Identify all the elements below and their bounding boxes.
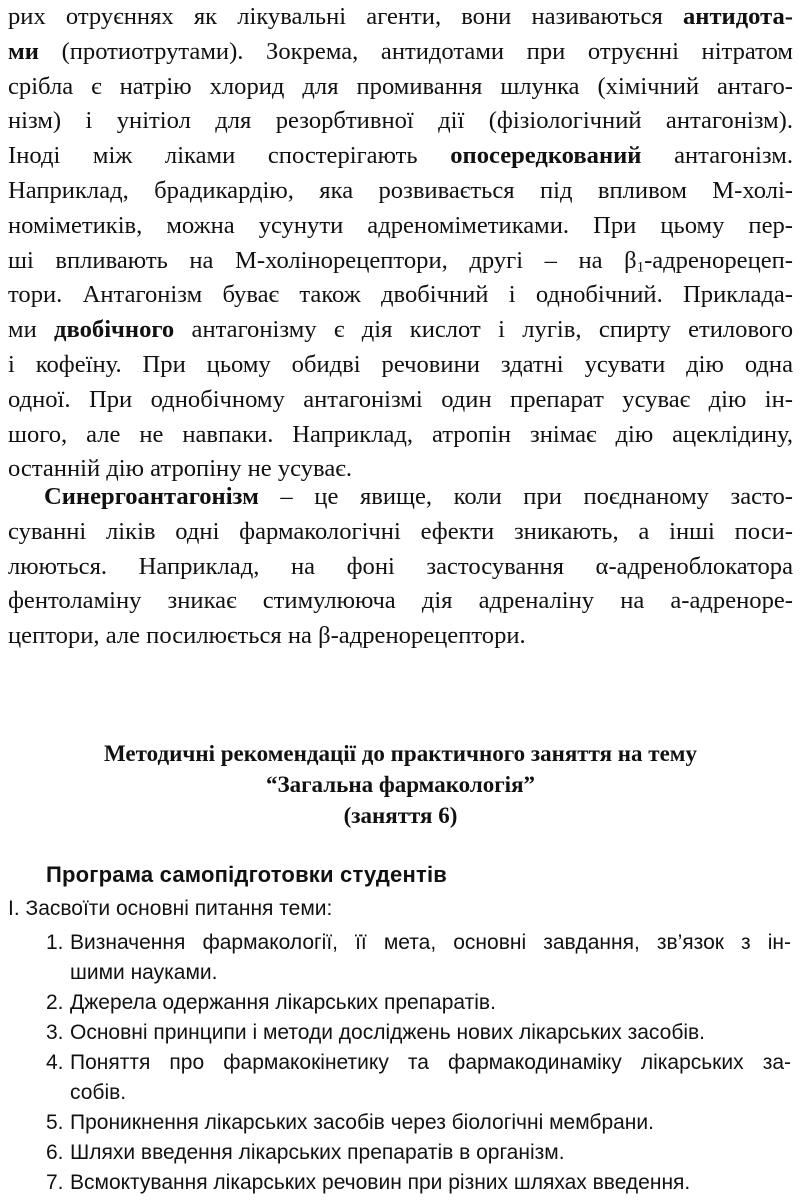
text-line: ми (протиотрутами). Зокрема, антидотами при отруєнні нітратом <box>8 37 793 65</box>
text-line: фентоламіну зникає стимулююча дія адреналіну на а-адреноре- <box>8 587 793 615</box>
text-line: рих отруєннях як лікувальні агенти, вони називаються антидота- <box>8 3 793 30</box>
text-line: цептори, але посилюється на β-адренорецептори. <box>8 622 526 650</box>
list-item <box>46 1048 791 1108</box>
paragraph-antagonism <box>8 0 793 487</box>
list-item-text: Основні принципи і методи досліджень нових лікарських засобів. <box>70 1021 706 1044</box>
text-line: одної. При однобічному антагонізмі один препарат усуває дію ін- <box>8 385 793 413</box>
text-line: люються. Наприклад, на фоні застосування α-адреноблокатора <box>8 552 793 580</box>
list-number: 7. <box>46 1171 64 1194</box>
list-number: 5. <box>46 1111 64 1134</box>
list-item-text: Всмоктування лікарських речовин при різних шляхах введення. <box>70 1171 691 1194</box>
list-number: 6. <box>46 1141 64 1164</box>
list-item <box>46 1168 791 1198</box>
list-item-continuation: собів. <box>70 1081 127 1104</box>
text-line: Наприклад, брадикардію, яка розвивається під впливом М-холі- <box>8 176 793 204</box>
text-line: ми двобічного антагонізму є дія кислот і лугів, спирту етилового <box>8 316 793 344</box>
text-line: Синергоантагонізм – це явище, коли при поєднаному засто- <box>44 483 793 510</box>
list-number: 4. <box>46 1051 64 1074</box>
list-item-text: Джерела одержання лікарських препаратів. <box>70 991 496 1014</box>
list-item-text: Шляхи введення лікарських препаратів в організм. <box>70 1141 565 1164</box>
list-item <box>46 1138 791 1168</box>
heading-line: “Загальна фармакологія” <box>265 772 536 797</box>
list-item <box>46 1108 791 1138</box>
text-line: і кофеїну. При цьому обидві речовини здатні усувати дію одна <box>8 350 793 378</box>
list-item <box>46 928 791 988</box>
list-item <box>46 1018 791 1048</box>
text-line: шого, але не навпаки. Наприклад, атропін знімає дію ацеклідину, <box>8 420 793 448</box>
text-line: суванні ліків одні фармакологічні ефекти зникають, а інші поси- <box>8 517 793 545</box>
program-title: Програма самопідготовки студентів <box>46 862 447 887</box>
text-line: останній дію атропіну не усуває. <box>8 455 352 483</box>
topic-list <box>46 928 791 1198</box>
text-line: ші впливають на М-холінорецептори, другі – на $\beta_1-адренорецеп-$ <box>8 246 793 276</box>
list-number: 2. <box>46 991 64 1014</box>
list-number: 1. <box>46 931 64 954</box>
text-line: срібла є натрію хлорид для промивання шлунка (хімічний антаго- <box>8 72 793 100</box>
section-heading <box>0 738 801 831</box>
text-line: Іноді між ліками спостерігають опосередкований антагонізм. <box>8 142 793 170</box>
section-label: I. Засвоїти основні питання теми: <box>8 897 333 920</box>
list-number: 3. <box>46 1021 64 1044</box>
paragraph-synergoantagonism <box>8 480 793 654</box>
heading-line: (заняття 6) <box>343 803 458 828</box>
list-item-text: Проникнення лікарських засобів через біологічні мембрани. <box>70 1111 654 1134</box>
text-line: номіметиків, можна усунути адреноміметиками. При цьому пер- <box>8 211 793 239</box>
text-line: нізм) і унітіол для резорбтивної дії (фізіологічний антагонізм). <box>8 107 793 135</box>
list-item-text: Поняття про фармакокінетику та фармакодинаміку лікарських за- <box>70 1051 791 1074</box>
heading-line: Методичні рекомендації до практичного заняття на тему <box>104 741 697 766</box>
list-item-text: Визначення фармакології, її мета, основні завдання, зв’язок з ін- <box>70 931 791 954</box>
list-item <box>46 988 791 1018</box>
text-line: тори. Антагонізм буває також двобічний і однобічний. Приклада- <box>8 281 793 309</box>
list-item-continuation: шими науками. <box>70 961 218 984</box>
